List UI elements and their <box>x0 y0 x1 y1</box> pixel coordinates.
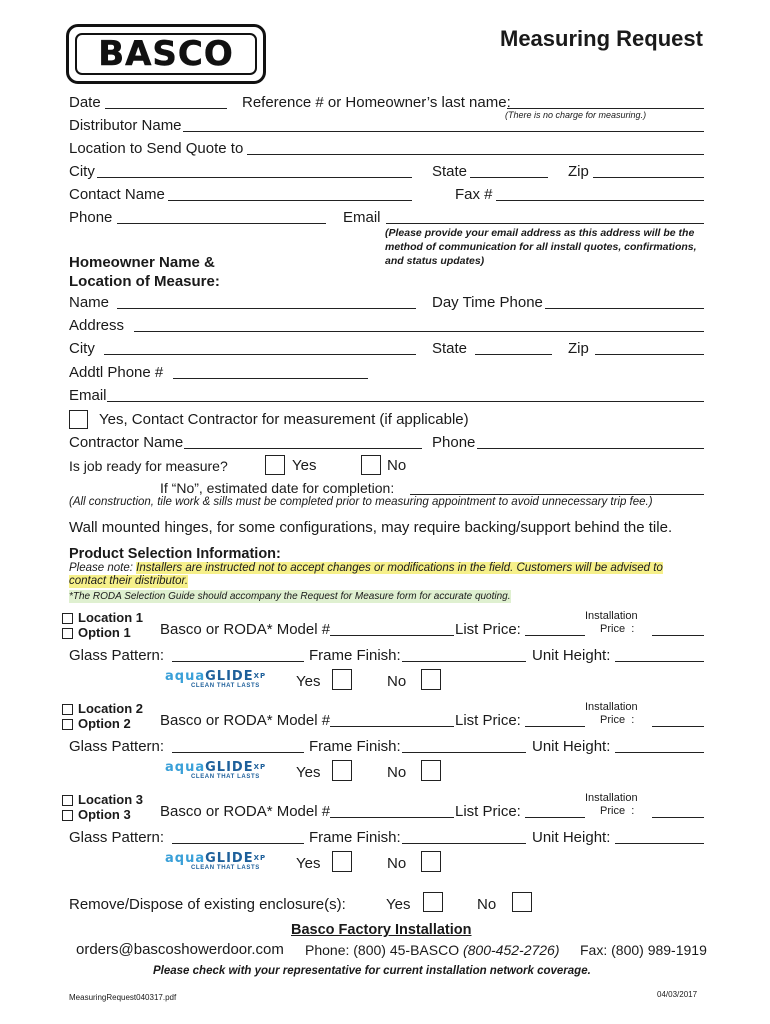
model-label-3: Basco or RODA* Model # <box>160 803 331 820</box>
daytime-phone-field[interactable] <box>545 308 704 309</box>
aquaglide-tagline-2: CLEAN THAT LASTS <box>191 774 260 780</box>
aquaglide-no-label-2: No <box>387 764 407 781</box>
aquaglide-xp-1: XP <box>253 672 267 680</box>
homeowner-heading-line2: Location of Measure: <box>69 273 220 290</box>
unit-height-label-3: Unit Height: <box>532 829 611 846</box>
reference-label: Reference # or Homeowner’s last name: <box>242 94 511 111</box>
unit-height-field-2[interactable] <box>615 752 704 753</box>
install-price-colon-2: : <box>631 714 635 726</box>
distributor-field[interactable] <box>183 131 704 132</box>
contractor-name-field[interactable] <box>184 448 422 449</box>
reference-field[interactable] <box>507 108 704 109</box>
location-quote-field[interactable] <box>247 154 704 155</box>
list-price-label-2: List Price: <box>455 712 521 729</box>
aquaglide-no-checkbox-1[interactable] <box>421 669 441 690</box>
contact-email[interactable]: orders@bascoshowerdoor.com <box>76 941 284 958</box>
homeowner-name-label: Name <box>69 294 110 311</box>
install-price-line2-3: Price <box>600 805 626 817</box>
list-price-field-2[interactable] <box>525 726 585 727</box>
daytime-phone-label: Day Time Phone <box>432 294 543 311</box>
address-field[interactable] <box>134 331 704 332</box>
unit-height-field-1[interactable] <box>615 661 704 662</box>
location-1-label: Location 1 <box>78 610 144 625</box>
job-ready-yes-checkbox[interactable] <box>265 455 285 475</box>
removal-label: Remove/Dispose of existing enclosure(s): <box>69 896 346 913</box>
install-price-field-2[interactable] <box>652 726 704 727</box>
install-price-label-1 <box>585 610 638 636</box>
frame-label-3: Frame Finish: <box>309 829 401 846</box>
state-field[interactable] <box>470 177 548 178</box>
model-label-1: Basco or RODA* Model # <box>160 621 331 638</box>
aquaglide-yes-checkbox-3[interactable] <box>332 851 352 872</box>
frame-label-2: Frame Finish: <box>309 738 401 755</box>
removal-no-label: No <box>477 896 497 913</box>
addtl-phone-field[interactable] <box>173 378 368 379</box>
aquaglide-word-a-1: aqua <box>165 669 206 684</box>
option-1-label: Option 1 <box>78 625 131 640</box>
unit-height-label-2: Unit Height: <box>532 738 611 755</box>
frame-field-2[interactable] <box>402 752 526 753</box>
aquaglide-no-label-3: No <box>387 855 407 872</box>
construction-note: (All construction, tile work & sills must be completed prior to measuring appointment to avoid unnecessary trip fee.) <box>69 496 653 508</box>
install-price-line2-wrap-1 <box>585 623 638 636</box>
install-price-line2-1: Price <box>600 623 626 635</box>
glass-field-2[interactable] <box>172 752 304 753</box>
zip-field[interactable] <box>593 177 704 178</box>
addtl-phone-label: Addtl Phone # <box>69 364 164 381</box>
aquaglide-word-a-3: aqua <box>165 851 206 866</box>
date-field[interactable] <box>105 108 227 109</box>
coverage-note: Please check with your representative for current installation network coverage. <box>153 965 591 977</box>
install-price-line1-3: Installation <box>585 792 638 804</box>
option-2-checkbox[interactable] <box>62 719 73 730</box>
no-charge-note: (There is no charge for measuring.) <box>505 110 647 120</box>
job-ready-yes-label: Yes <box>292 457 317 474</box>
option-1-checkbox[interactable] <box>62 628 73 639</box>
location-1-checkbox[interactable] <box>62 613 73 624</box>
contractor-phone-field[interactable] <box>477 448 704 449</box>
state-label: State <box>432 163 468 180</box>
aquaglide-yes-checkbox-2[interactable] <box>332 760 352 781</box>
aquaglide-no-checkbox-3[interactable] <box>421 851 441 872</box>
unit-height-label-1: Unit Height: <box>532 647 611 664</box>
hinges-note: Wall mounted hinges, for some configurations, may require backing/support behind the tile. <box>69 519 673 536</box>
email-field[interactable] <box>386 223 704 224</box>
file-name: MeasuringRequest040317.pdf <box>69 993 177 1002</box>
fax-label: Fax # <box>455 186 493 203</box>
aquaglide-no-checkbox-2[interactable] <box>421 760 441 781</box>
model-field-2[interactable] <box>330 726 454 727</box>
contact-contractor-checkbox[interactable] <box>69 410 88 429</box>
location-2-label: Location 2 <box>78 701 144 716</box>
phone-field[interactable] <box>117 223 326 224</box>
distributor-label: Distributor Name <box>69 117 182 134</box>
homeowner-zip-field[interactable] <box>595 354 704 355</box>
homeowner-heading-line1: Homeowner Name & <box>69 254 215 271</box>
fax-field[interactable] <box>496 200 704 201</box>
email-note: (Please provide your email address as this address will be the method of communication for all install quotes, confirmations, and status updates) <box>385 227 697 267</box>
address-label: Address <box>69 317 125 334</box>
install-price-field-3[interactable] <box>652 817 704 818</box>
frame-label-1: Frame Finish: <box>309 647 401 664</box>
aquaglide-no-label-1: No <box>387 673 407 690</box>
install-price-line1-1: Installation <box>585 610 638 622</box>
city-label: City <box>69 163 95 180</box>
list-price-field-3[interactable] <box>525 817 585 818</box>
location-quote-label: Location to Send Quote to <box>69 140 244 157</box>
aquaglide-tagline-1: CLEAN THAT LASTS <box>191 683 260 689</box>
contractor-name-label: Contractor Name <box>69 434 184 451</box>
homeowner-email-label: Email <box>69 387 107 404</box>
model-label-2: Basco or RODA* Model # <box>160 712 331 729</box>
homeowner-heading <box>69 253 220 291</box>
aquaglide-xp-3: XP <box>253 854 267 862</box>
glass-label-1: Glass Pattern: <box>69 647 165 664</box>
aquaglide-yes-label-1: Yes <box>296 673 321 690</box>
frame-field-3[interactable] <box>402 843 526 844</box>
aquaglide-word-b-3: GLIDE <box>205 851 254 866</box>
aquaglide-logo-2 <box>165 761 285 781</box>
product-note-line1 <box>69 562 663 575</box>
install-price-line2-wrap-2 <box>585 714 638 727</box>
aquaglide-xp-2: XP <box>253 763 267 771</box>
aquaglide-yes-checkbox-1[interactable] <box>332 669 352 690</box>
option-2-label: Option 2 <box>78 716 131 731</box>
install-price-label-3 <box>585 792 638 818</box>
removal-yes-label: Yes <box>386 896 411 913</box>
basco-logo <box>66 24 266 84</box>
list-price-label-1: List Price: <box>455 621 521 638</box>
list-price-label-3: List Price: <box>455 803 521 820</box>
phone-number-alt: (800-452-2726) <box>462 942 560 958</box>
aquaglide-word-b-1: GLIDE <box>205 669 254 684</box>
job-ready-no-label: No <box>387 457 407 474</box>
job-ready-no-checkbox[interactable] <box>361 455 381 475</box>
aquaglide-word-b-2: GLIDE <box>205 760 254 775</box>
contact-label: Contact Name <box>69 186 165 203</box>
homeowner-city-label: City <box>69 340 95 357</box>
install-price-colon-3: : <box>631 805 635 817</box>
glass-label-3: Glass Pattern: <box>69 829 165 846</box>
homeowner-zip-label: Zip <box>568 340 589 357</box>
glass-field-1[interactable] <box>172 661 304 662</box>
guide-note: *The RODA Selection Guide should accompany the Request for Measure form for accurate quoting. <box>69 591 511 602</box>
aquaglide-tagline-3: CLEAN THAT LASTS <box>191 865 260 871</box>
glass-label-2: Glass Pattern: <box>69 738 165 755</box>
homeowner-name-field[interactable] <box>117 308 416 309</box>
note-highlight-1: Installers are instructed not to accept changes or modifications in the field. Customers will be advised to <box>136 562 663 574</box>
contact-contractor-label: Yes, Contact Contractor for measurement (if applicable) <box>99 411 469 428</box>
zip-label: Zip <box>568 163 589 180</box>
contractor-phone-label: Phone <box>432 434 476 451</box>
email-label: Email <box>343 209 381 226</box>
aquaglide-logo-3 <box>165 852 285 872</box>
homeowner-email-field[interactable] <box>107 401 704 402</box>
list-price-field-1[interactable] <box>525 635 585 636</box>
note-prefix: Please note: <box>69 562 137 574</box>
install-price-line1-2: Installation <box>585 701 638 713</box>
product-heading: Product Selection Information: <box>69 546 281 562</box>
install-price-field-1[interactable] <box>652 635 704 636</box>
install-heading: Basco Factory Installation <box>291 922 472 938</box>
homeowner-state-field[interactable] <box>475 354 552 355</box>
install-price-label-2 <box>585 701 638 727</box>
install-price-line2-2: Price <box>600 714 626 726</box>
location-3-checkbox[interactable] <box>62 795 73 806</box>
aquaglide-logo-1 <box>165 670 285 690</box>
phone-number: Phone: (800) 45-BASCO <box>305 942 460 958</box>
aquaglide-word-a-2: aqua <box>165 760 206 775</box>
city-field[interactable] <box>97 177 412 178</box>
completion-date-field[interactable] <box>410 494 704 495</box>
contact-field[interactable] <box>168 200 412 201</box>
date-label: Date <box>69 94 101 111</box>
page-title: Measuring Request <box>500 26 703 51</box>
phone-label: Phone <box>69 209 113 226</box>
job-ready-label: Is job ready for measure? <box>69 458 228 474</box>
document-date: 04/03/2017 <box>657 990 698 999</box>
aquaglide-yes-label-2: Yes <box>296 764 321 781</box>
install-price-colon-1: : <box>631 623 635 635</box>
if-no-label: If “No”, estimated date for completion: <box>160 480 395 496</box>
model-field-3[interactable] <box>330 817 454 818</box>
model-field-1[interactable] <box>330 635 454 636</box>
product-note-line2: contact their distributor. <box>69 575 189 587</box>
removal-yes-checkbox[interactable] <box>423 892 443 912</box>
option-3-checkbox[interactable] <box>62 810 73 821</box>
contact-phone <box>305 942 560 958</box>
homeowner-city-field[interactable] <box>104 354 416 355</box>
logo-text: BASCO <box>98 34 234 74</box>
location-3-label: Location 3 <box>78 792 144 807</box>
option-3-label: Option 3 <box>78 807 131 822</box>
glass-field-3[interactable] <box>172 843 304 844</box>
frame-field-1[interactable] <box>402 661 526 662</box>
contact-fax: Fax: (800) 989-1919 <box>580 942 707 958</box>
homeowner-state-label: State <box>432 340 468 357</box>
unit-height-field-3[interactable] <box>615 843 704 844</box>
removal-no-checkbox[interactable] <box>512 892 532 912</box>
aquaglide-yes-label-3: Yes <box>296 855 321 872</box>
location-2-checkbox[interactable] <box>62 704 73 715</box>
install-price-line2-wrap-3 <box>585 805 638 818</box>
